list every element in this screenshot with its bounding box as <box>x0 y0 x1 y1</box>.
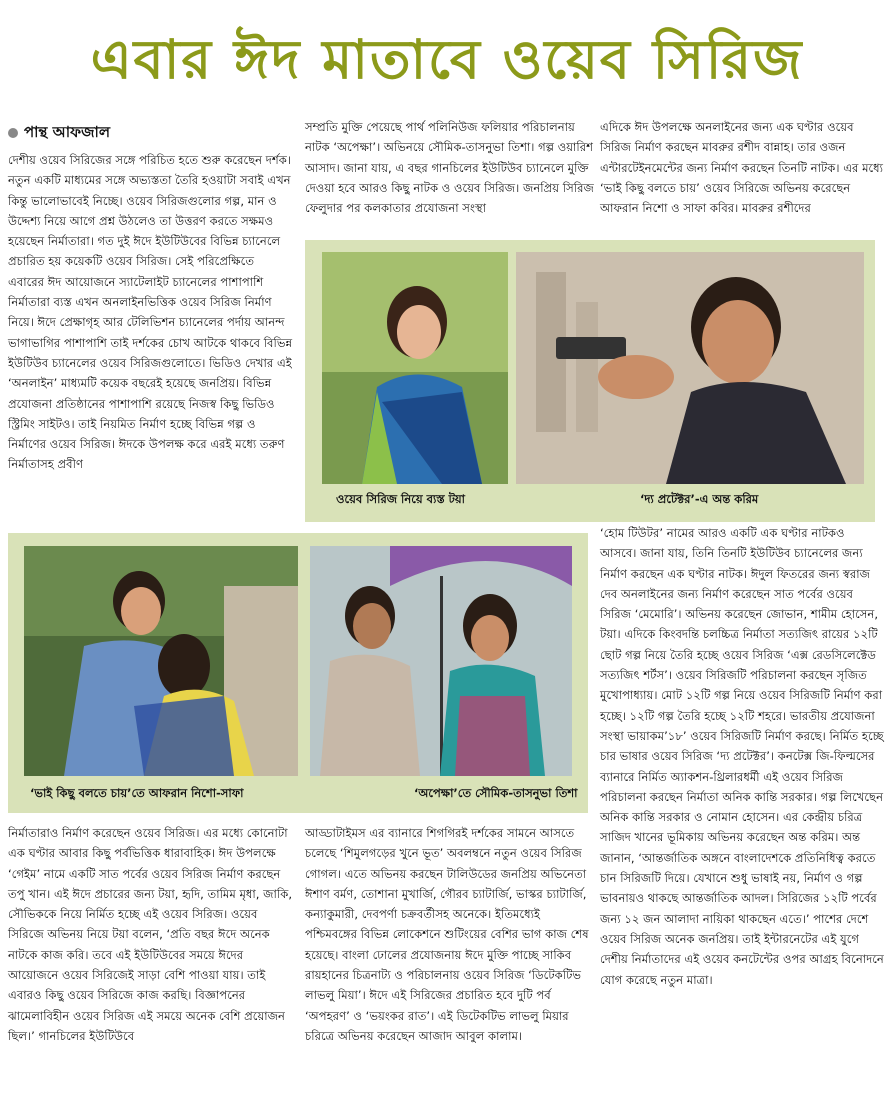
article-text: সম্প্রতি মুক্তি পেয়েছে পার্থ পলিনিউজ ফলিয়ার পরিচালনায় নাটক ‘অপেক্ষা’। অভিনয়ে সৌমিক-তাসনুভা তিশা। গল্প ওয়ারিশ আসাদ। জানা যায়, এ বছর গানচিলের ইউটিউব চ্যানেলে মুক্তি দেওয়া হবে আরও কিছু নাটক ও ওয়েব সিরিজ। জনপ্রিয় সিরিজ ফেলুদার পর কলকাতার প্রযোজনা সংস্থা <box>305 120 594 216</box>
headline: এবার ঈদ মাতাবে ওয়েব সিরিজ <box>90 28 804 91</box>
article-text: ‘হোম টিউটর’ নামের আরও একটি এক ঘণ্টার নাটকও আসবে। জানা যায়, তিনি তিনটি ইউটিউব চ্যানেলের জন্য নির্মাণ করছেন এক ঘণ্টার নাটক। ঈদুল ফিতরের জন্য স্বরাজ দেব অনলাইনের জন্য নির্মাণ করেছেন সাত পর্বের ওয়েব সিরিজ ‘মেমোরি’। অভিনয় করেছেন জোভান, শামীম হোসেন, টয়া। এদিকে কিংবদন্তি চলচ্চিত্র নির্মাতা সত্যজিৎ রায়ের ১২টি ছোট গল্প নিয়ে তৈরি হচ্ছে ওয়েব সিরিজ ‘এক্স রেডসিলেক্টেড সত্যজিৎ শর্টস’। ওয়েব সিরিজটি পরিচালনা করছেন সৃজিত মুখোপাধ্যায়। মোট ১২টি গল্প নিয়ে ওয়েব সিরিজটি নির্মাণ করা হচ্ছে। ১২টি গল্প তৈরি হচ্ছে ১২টি শহরে। ভারতীয় প্রযোজনা সংস্থা ভায়াকম’১৮’ ওয়েব সিরিজটি নির্মাণ করছে। নির্মিত হচ্ছে চার ভাষার ওয়েব সিরিজ ‘দ্য প্রটেক্টর’। কনটেক্স জি-ফিল্মসের ব্যানারে নির্মিত অ্যাকশন-থ্রিলারধর্মী এই ওয়েব সিরিজ পরিচালনা করছেন নির্মাতা অনিক কান্তি সরকার। গল্প লিখেছেন অনিক কান্তি সরকার ও নোমান হোসেন। এর কেন্দ্রীয় চরিত্র সাজিদ খানের ভূমিকায় অভিনয় করেছেন অন্ত করিম। অন্ত জানান, ‘আন্তর্জাতিক অঙ্গনে বাংলাদেশকে প্রতিনিধিত্ব করতে চান সিরিজটি দিয়ে। যেখানে শুধু ভাষাই নয়, নির্মাণ ও গল্প ভাবনায়ও থাকছে আন্তর্জাতিক আদল। সিরিজের ১২টি পর্বের জন্য ১২ জন আলাদা নায়িকা থাকছেন এতে।’ পাশের দেশে ওয়েব সিরিজ অনেক জনপ্রিয়। তাই ইন্টারনেটের এই যুগে দেশীয় নির্মাতাদের এই ওয়েব কনটেন্টের ওপর আগ্রহ বিনোদনে যোগ করেছে নতুন মাত্রা। <box>600 526 884 987</box>
caption-toya: ওয়েব সিরিজ নিয়ে ব্যস্ত টয়া <box>336 492 465 506</box>
caption-opekkha: ‘অপেক্ষা’তে সৌমিক-তাসনুভা তিশা <box>414 786 578 800</box>
column-3-mid <box>600 523 884 990</box>
column-1-bottom <box>8 823 293 1046</box>
article-text: এদিকে ঈদ উপলক্ষে অনলাইনের জন্য এক ঘণ্টার ওয়েব সিরিজ নির্মাণ করছেন মাবরুর রশীদ বান্নাহ। তার ওজন এন্টারটেইনমেন্টের জন্য নির্মাণ করছেন তিনটি নাটক। এর মধ্যে ‘ভাই কিছু বলতে চায়’ ওয়েব সিরিজে অভিনয় করেছেন আফরান নিশো ও সাফা কবির। মাবরুর রশীদের <box>600 120 884 216</box>
photo-toya <box>322 252 508 484</box>
photo-nisho-safa <box>24 546 298 776</box>
caption-nisho: ‘ভাই কিছু বলতে চায়’তে আফরান নিশো-সাফা <box>30 786 244 800</box>
bullet-icon <box>8 128 18 138</box>
article-text: নির্মাতারাও নির্মাণ করেছেন ওয়েব সিরিজ। এর মধ্যে কোনোটা এক ঘণ্টার আবার কিছু পর্বভিত্তিক ধারাবাহিক। ঈদ উপলক্ষে ‘গেইম’ নামে একটি সাত পর্বের ওয়েব সিরিজ নির্মাণ করছেন তপু খান। এই ঈদে প্রচারের জন্য টয়া, হৃদি, তামিম মৃধা, জাকি, সৌভিককে নিয়ে নির্মিত হচ্ছে এই ওয়েব সিরিজ। ওয়েব সিরিজে অভিনয় নিয়ে টয়া বলেন, ‘প্রতি বছর ঈদে অনেক নাটকে কাজ করি। তবে এই ইউটিউবের সময়ে ঈদের আয়োজনে ওয়েব সিরিজেই সাড়া বেশি পাওয়া যায়। তাই এবারও কিছু ওয়েব সিরিজে কাজ করছি। বিজ্ঞাপনের ঝামেলাবিহীন ওয়েব সিরিজ এই সময়ে অনেক বেশি প্রয়োজন ছিল।’ গানচিলের ইউটিউবে <box>8 826 293 1043</box>
column-1-top <box>8 150 293 475</box>
column-2-bottom <box>305 823 595 1046</box>
author-byline <box>8 121 110 146</box>
column-2-top <box>305 117 595 218</box>
photo-protector <box>516 252 864 484</box>
caption-protector: ‘দ্য প্রটেক্টর’-এ অন্ত করিম <box>640 492 759 506</box>
column-3-top <box>600 117 884 218</box>
photo-opekkha <box>310 546 572 776</box>
article-text: আড্ডাটাইমস এর ব্যানারে শিগগিরই দর্শকের সামনে আসতে চলেছে ‘শিমুলগড়ের খুনে ভূত’ অবলম্বনে নতুন ওয়েব সিরিজ গোগল। এতে অভিনয় করছেন টালিউডের জনপ্রিয় অভিনেতা ঈশাণ বর্মণ, তোশানা মুখার্জি, গৌরব চ্যাটার্জি, ভাস্কর চ্যাটার্জি, কন্যাকুমারী, দেবপর্ণা চক্রবর্তীসহ অনেকে। ইতিমধ্যেই পশ্চিমবঙ্গের বিভিন্ন লোকেশনে শুটিংয়ের বেশির ভাগ কাজ শেষ হয়েছে। বাংলা ঢোলের প্রযোজনায় ঈদে মুক্তি পাচ্ছে সাকিব রায়হানের চিত্রনাট্য ও পরিচালনায় ওয়েব সিরিজ ‘ডিটেকটিভ লাভলু মিয়া’। ঈদে এই সিরিজের প্রচারিত হবে দুটি পর্ব ‘অপহরণ’ ও ‘ভয়ংকর রাত’। এই ডিটেকটিভ লাভলু মিয়ার চরিত্রে অভিনয় করেছেন আজাদ আবুল কালাম। <box>305 826 589 1043</box>
article-text: দেশীয় ওয়েব সিরিজের সঙ্গে পরিচিত হতে শুরু করেছেন দর্শক। নতুন একটি মাধ্যমের সঙ্গে অভ্যস্ততা তৈরি হওয়াটা সবাই এখন কিন্তু ভালোভাবেই নিচ্ছে। ওয়েব সিরিজগুলোর গল্প, মান ও উদ্দেশ্য নিয়ে আগে প্রশ্ন উঠলেও তা উত্তরণ করতে সক্ষমও হয়েছেন নির্মাতারা। গত দুই ঈদে ইউটিউবের বিভিন্ন চ্যানেলে প্রচারিত হয় কয়েকটি ওয়েব সিরিজ। সেই পরিপ্রেক্ষিতে এবারের ঈদ আয়োজনে স্যাটেলাইট চ্যানেলের পাশাপাশি নির্মাতারা ব্যস্ত এখন অনলাইনভিত্তিক ওয়েব সিরিজ নির্মাণ নিয়ে। ঈদে প্রেক্ষাগৃহ আর টেলিভিশন চ্যানেলের পর্দায় আনন্দ ভাগাভাগির পাশাপাশি তাই দর্শকের চোখ আটকে থাকবে বিভিন্ন ইউটিউব চ্যানেলের ওয়েব সিরিজগুলোতে। ভিডিও দেখার এই ‘অনলাইন’ মাধ্যমটি কয়েক বছরেই হয়েছে জনপ্রিয়। বিভিন্ন প্রযোজনা প্রতিষ্ঠানের পাশাপাশি রয়েছে নিজস্ব কিছু ভিডিও স্ট্রিমিং সাইটও। তাই নিয়মিত নির্মাণ হচ্ছে বিভিন্ন গল্প ও নির্মাণের ওয়েব সিরিজ। ঈদকে উপলক্ষ করে এরই মধ্যে তরুণ নির্মাতাসহ প্রবীণ <box>8 153 293 472</box>
author-name: পান্থ আফজাল <box>24 123 111 141</box>
